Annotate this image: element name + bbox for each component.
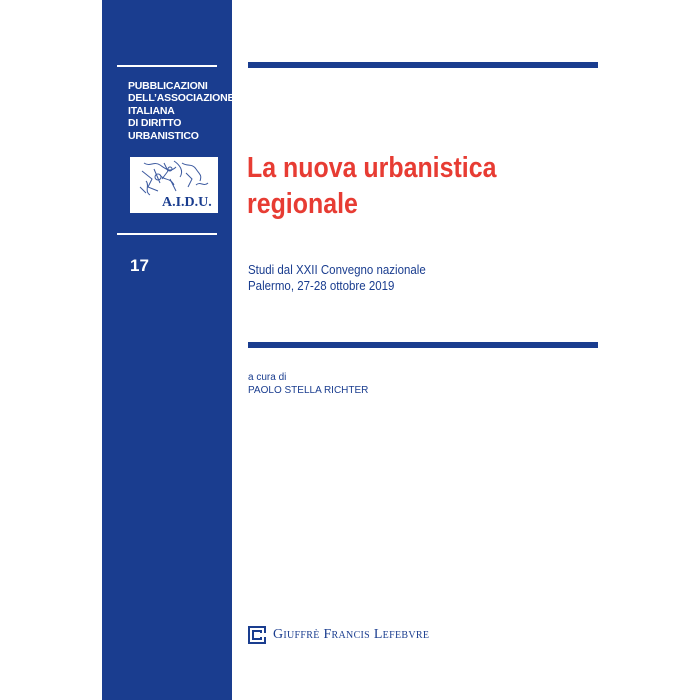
middle-rule bbox=[248, 342, 598, 348]
series-line: PUBBLICAZIONI bbox=[128, 80, 208, 92]
curator-name: PAOLO STELLA RICHTER bbox=[248, 385, 369, 396]
publisher-mark bbox=[248, 624, 429, 646]
title-line: regionale bbox=[247, 188, 358, 220]
subtitle-line: Palermo, 27-28 ottobre 2019 bbox=[248, 279, 395, 293]
publisher-logo-icon bbox=[248, 626, 266, 644]
title-line: La nuova urbanistica bbox=[247, 152, 497, 184]
book-title bbox=[247, 150, 548, 222]
publisher-name: Giuffrè Francis Lefebvre bbox=[273, 627, 430, 642]
curator-block bbox=[248, 371, 368, 397]
aidu-logo-text: A.I.D.U. bbox=[162, 195, 212, 210]
series-line: URBANISTICO bbox=[128, 129, 199, 142]
series-line: DELL’ASSOCIAZIONE bbox=[128, 92, 235, 105]
series-title bbox=[128, 80, 235, 142]
series-line: DI DIRITTO bbox=[128, 117, 182, 130]
spine-volume-rule bbox=[117, 233, 217, 235]
series-line: ITALIANA bbox=[128, 104, 175, 117]
subtitle-line: Studi dal XXII Convegno nazionale bbox=[248, 263, 426, 277]
top-rule bbox=[248, 62, 598, 68]
aidu-logo bbox=[130, 157, 218, 213]
book-subtitle bbox=[248, 262, 426, 294]
volume-number: 17 bbox=[130, 256, 149, 275]
spine-top-rule bbox=[117, 65, 217, 67]
curator-label: a cura di bbox=[248, 372, 287, 383]
